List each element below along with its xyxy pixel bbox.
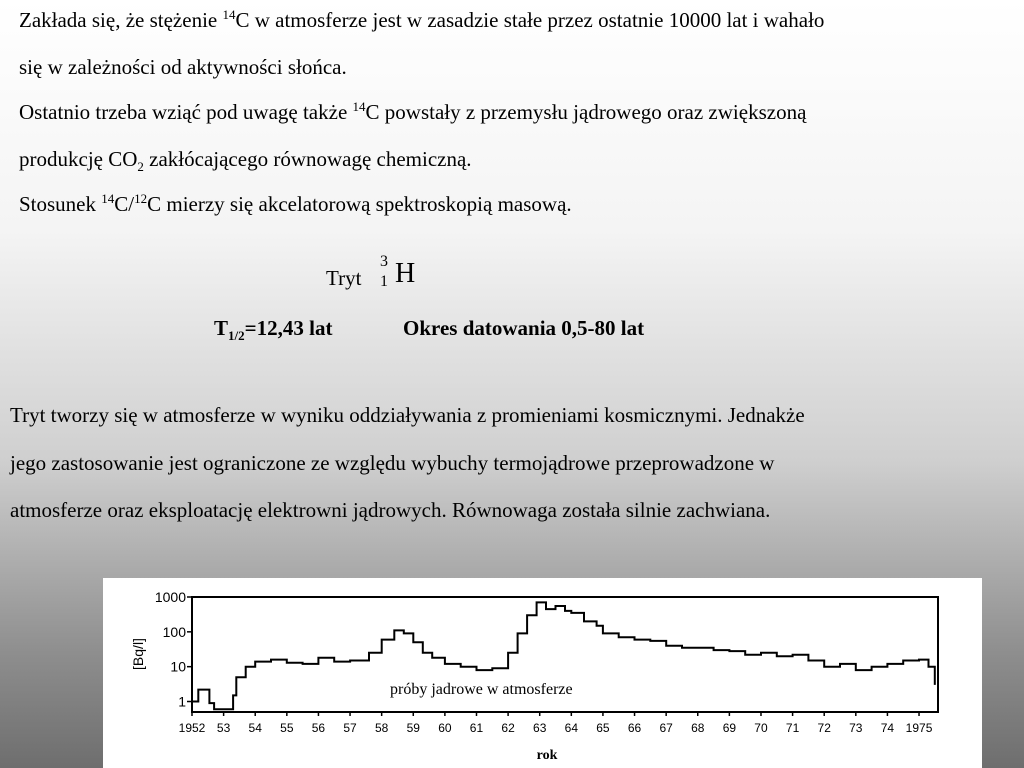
tritium-label: Tryt [326,266,362,290]
tritium-isotope-symbol [380,254,422,296]
y-tick-label: 10 [170,658,186,675]
x-tick-label: 57 [343,721,357,735]
x-tick-label: 58 [374,721,389,735]
chart-annotation: próby jadrowe w atmosferze [390,681,573,698]
x-tick-label: 59 [406,721,420,735]
mass-number: 3 [380,253,388,270]
text-line-3: Ostatnio trzeba wziąć pod uwagę także $^{14}$C powstały z przemysłu jądrowego oraz zwiększoną [19,99,807,124]
text-line-4: produkcję $CO_2$ zakłócającego równowagę chemiczną. [19,147,472,174]
x-tick-label: 61 [469,721,484,735]
body-line-1: Tryt tworzy się w atmosferze w wyniku oddziaływania z promieniami kosmicznymi. Jednakże [10,403,805,427]
y-tick-label: 100 [162,623,186,640]
halflife-line: $T_{1/2}=12,43$ lat [214,316,333,343]
x-tick-label: 63 [533,721,547,735]
x-tick-label: 66 [627,721,642,735]
x-tick-label: 1975 [905,721,933,735]
x-tick-label: 67 [659,721,673,735]
dating-range: Okres datowania 0,5-80 lat [403,316,645,340]
x-tick-label: 1952 [178,721,206,735]
x-tick-label: 69 [722,721,737,735]
x-tick-label: 73 [849,721,863,735]
y-tick-label: 1000 [154,589,186,605]
x-axis-label: rok [536,748,558,763]
y-tick-label: 1 [178,693,186,710]
x-tick-label: 65 [596,721,610,735]
x-tick-label: 70 [754,721,768,735]
body-line-3: atmosferze oraz eksploatację elektrowni jądrowych. Równowaga została silnie zachwiana. [10,498,771,522]
body-line-2: jego zastosowanie jest ograniczone ze względu wybuchy termojądrowe przeprowadzone w [10,451,775,475]
element-symbol: H [395,258,416,289]
chart-svg [103,578,982,768]
tritium-chart [103,578,982,768]
x-tick-label: 55 [280,721,294,735]
x-tick-label: 62 [501,721,515,735]
x-tick-label: 74 [880,721,895,735]
x-tick-label: 71 [785,721,800,735]
text-line-1: Zakłada się, że stężenie $^{14}$C w atmosferze jest w zasadzie stałe przez ostatnie 10000 lat i wahało [19,7,825,32]
y-axis-label: [Bq/l] [130,638,146,670]
x-tick-label: 60 [438,721,452,735]
x-tick-label: 53 [216,721,231,735]
x-tick-label: 68 [691,721,705,735]
atomic-number: 1 [380,273,388,290]
x-tick-label: 72 [817,721,831,735]
text-line-2: się w zależności od aktywności słońca. [19,55,347,79]
x-tick-label: 54 [248,721,262,735]
x-tick-label: 56 [311,721,326,735]
text-line-5: Stosunek $^{14}$C/$^{12}$C mierzy się akcelatorową spektroskopią masową. [19,191,572,216]
x-tick-label: 64 [564,721,579,735]
